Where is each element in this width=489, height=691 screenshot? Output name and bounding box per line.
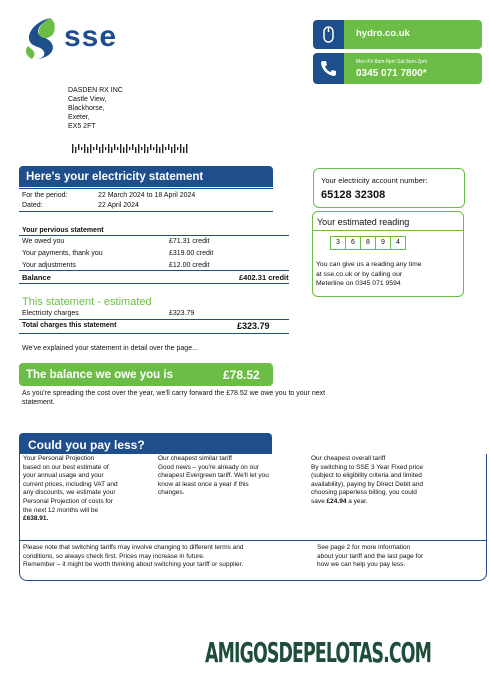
account-number: 65128 32308 xyxy=(321,189,386,201)
phone-box xyxy=(344,53,482,84)
reading-info-line: You can give us a reading any time xyxy=(316,261,422,268)
overall-line: (subject to eligibility criteria and limited xyxy=(311,472,422,480)
address-line: EX5 2FT xyxy=(68,123,96,130)
sse-swoosh-icon xyxy=(20,16,64,60)
divider xyxy=(19,211,273,212)
meter-digit: 4 xyxy=(390,236,406,250)
phone-icon-box xyxy=(313,53,344,84)
this-statement-title: This statement - estimated xyxy=(22,296,152,308)
charges-value: £323.79 xyxy=(169,310,195,317)
brand-name: sse xyxy=(64,20,118,53)
overall-line: Our cheapest overall tariff xyxy=(311,455,386,462)
website-link[interactable]: hydro.co.uk xyxy=(356,28,410,39)
similar-line: Our cheapest similar tariff xyxy=(158,455,232,462)
reading-title: Your estimated reading xyxy=(317,217,410,227)
previous-row-value: £71.31 credit xyxy=(169,238,210,245)
statement-title-bar xyxy=(19,166,273,187)
address-line: Castle View, xyxy=(68,96,107,103)
charges-label: Electricity charges xyxy=(22,310,79,317)
mouse-icon xyxy=(313,20,344,49)
divider xyxy=(20,540,486,541)
note-line: Please note that switching tariffs may involve changing to different terms and xyxy=(23,544,244,551)
spreading-line: As you're spreading the cost over the year, we'll carry forward the £78.52 we owe you to your next xyxy=(22,390,326,397)
similar-line: know at least once a year if this xyxy=(158,480,249,488)
projection-line: any discounts, we estimate your xyxy=(23,489,116,497)
postal-barcode xyxy=(72,140,192,149)
previous-row-label: Your adjustments xyxy=(22,262,76,269)
period-value: 22 March 2024 to 18 April 2024 xyxy=(98,192,196,199)
previous-title: Your pervious statement xyxy=(22,227,104,234)
cheapest-overall-tariff xyxy=(311,455,481,507)
save-word: save xyxy=(311,497,325,505)
balance-owe-label: The balance we owe you is xyxy=(26,369,173,381)
statement-title: Here's your electricity statement xyxy=(26,171,204,183)
projection-amount: £638.91. xyxy=(23,515,49,523)
projection-line: current prices, including VAT and xyxy=(23,480,118,488)
dated-label: Dated: xyxy=(22,202,43,209)
total-label: Total charges this statement xyxy=(22,322,117,329)
cheapest-similar-tariff xyxy=(158,455,308,498)
website-box xyxy=(344,20,482,49)
divider xyxy=(19,283,289,284)
see-page-note xyxy=(317,544,482,570)
previous-row-value: £12.00 credit xyxy=(169,262,210,269)
phone-number[interactable]: 0345 071 7800* xyxy=(356,68,427,79)
address-line: Exeter, xyxy=(68,114,90,121)
meter-digit: 3 xyxy=(330,236,346,250)
see-page-line: See page 2 for more information xyxy=(317,544,411,551)
balance-value: £402.31 credit xyxy=(239,273,289,282)
meter-digit: 6 xyxy=(345,236,361,250)
projection-line: Personal Projection of costs for xyxy=(23,497,113,505)
sse-logo xyxy=(20,16,120,60)
balance-owe-bar xyxy=(19,363,273,386)
reading-info-line: at sse.co.uk or by calling our xyxy=(316,270,403,278)
address-line: Blackhorse, xyxy=(68,105,105,112)
website-icon-box xyxy=(313,20,344,49)
pay-less-title-bar xyxy=(19,433,272,454)
phone-icon xyxy=(313,53,344,84)
balance-label: Balance xyxy=(22,273,51,282)
address-line: DASDEN RX INC xyxy=(68,87,123,94)
overall-line: choosing paperless billing, you could xyxy=(311,489,417,497)
balance-owe-value: £78.52 xyxy=(223,368,260,382)
total-value: £323.79 xyxy=(237,321,270,331)
see-page-line: about your tariff and the last page for xyxy=(317,552,424,560)
address-block xyxy=(68,86,123,131)
divider xyxy=(313,230,463,231)
spreading-line: statement. xyxy=(22,399,55,406)
previous-row-label: Your payments, thank you xyxy=(22,250,103,257)
overall-line: By switching to SSE 3 Year Fixed price xyxy=(311,463,424,471)
switching-note xyxy=(23,544,303,570)
reading-info xyxy=(316,260,422,289)
meter-reading xyxy=(330,236,445,250)
divider xyxy=(19,333,289,334)
pay-less-title: Could you pay less? xyxy=(28,438,145,452)
similar-line: Good news – you're already on our xyxy=(158,463,259,471)
watermark: AMIGOSDEPELOTAS.COM xyxy=(205,636,432,669)
pay-less-box xyxy=(19,454,487,581)
projection-line: the next 12 months will be xyxy=(23,506,99,514)
divider xyxy=(19,319,289,320)
overall-save-line xyxy=(311,498,481,507)
projection-line: Your Personal Projection xyxy=(23,455,95,462)
spreading-text xyxy=(22,389,325,407)
period-label: For the period: xyxy=(22,192,68,199)
personal-projection xyxy=(23,455,153,524)
dated-value: 22 April 2024 xyxy=(98,202,139,209)
save-tail: a year. xyxy=(348,497,368,505)
opening-hours: Mon-Fri 8am-8pm Sat 8am-2pm xyxy=(356,59,428,65)
meter-digit: 9 xyxy=(375,236,391,250)
account-label: Your electricity account number: xyxy=(321,176,428,185)
divider xyxy=(19,188,273,189)
similar-line: cheapest Evergreen tariff. We'll let you xyxy=(158,472,269,480)
note-line: conditions, so always check first. Prices may increase in future. xyxy=(23,552,205,560)
similar-line: changes. xyxy=(158,489,185,497)
save-amount: £24.94 xyxy=(326,497,347,505)
overall-line: availability), paying by Direct Debit and xyxy=(311,480,423,488)
divider xyxy=(19,235,289,236)
reading-box xyxy=(312,211,464,297)
see-page-line: how we can help you pay less. xyxy=(317,561,406,569)
account-box xyxy=(313,168,465,208)
divider xyxy=(19,270,289,271)
reading-info-line: Meterline on 0345 071 9594 xyxy=(316,280,401,287)
projection-line: your annual usage and your xyxy=(23,472,104,480)
previous-row-label: We owed you xyxy=(22,238,65,245)
projection-line: based on our best estimate of xyxy=(23,463,109,471)
previous-row-value: £319.00 credit xyxy=(169,250,214,257)
explained-text: We've explained your statement in detail over the page... xyxy=(22,345,198,352)
note-line: Remember – it might be worth thinking about switching your tariff or supplier. xyxy=(23,561,244,569)
meter-digit: 8 xyxy=(360,236,376,250)
